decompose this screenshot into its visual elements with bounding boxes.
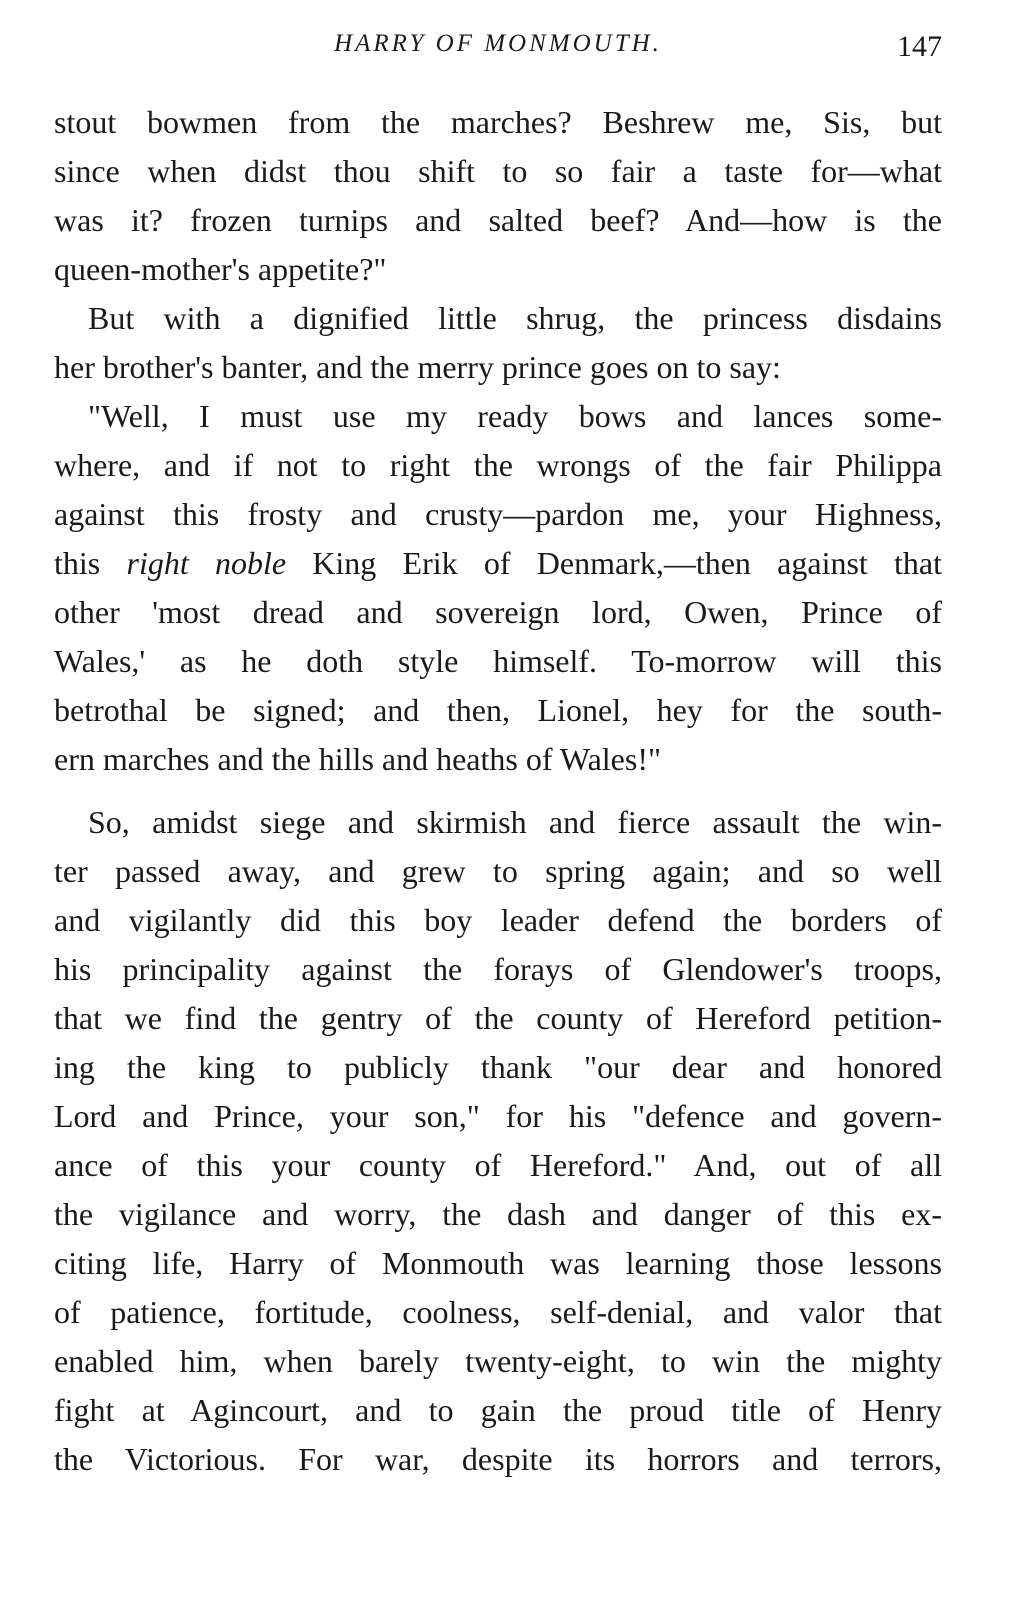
text-line: fight at Agincourt, and to gain the proud title of Henry xyxy=(54,1392,942,1428)
paragraph-first-line: "Well, I must use my ready bows and lances some- xyxy=(88,398,942,434)
text-line: the vigilance and worry, the dash and danger of this ex- xyxy=(54,1196,942,1232)
text-run: this xyxy=(54,545,127,581)
text-line: citing life, Harry of Monmouth was learning those lessons xyxy=(54,1245,942,1281)
text-line: stout bowmen from the marches? Beshrew me, Sis, but xyxy=(54,104,942,140)
text-line: that we find the gentry of the county of Hereford petition- xyxy=(54,1000,942,1036)
text-line: of patience, fortitude, coolness, self-denial, and valor that xyxy=(54,1294,942,1330)
text-line: where, and if not to right the wrongs of the fair Philippa xyxy=(54,447,942,483)
text-line xyxy=(54,539,942,588)
text-line: the Victorious. For war, despite its horrors and terrors, xyxy=(54,1441,942,1477)
running-title: HARRY OF MONMOUTH. xyxy=(334,30,662,57)
text-line: betrothal be signed; and then, Lionel, hey for the south- xyxy=(54,692,942,728)
text-line: his principality against the forays of Glendower's troops, xyxy=(54,951,942,987)
text-line: enabled him, when barely twenty-eight, to win the mighty xyxy=(54,1343,942,1379)
paragraph-first-line: So, amidst siege and skirmish and fierce assault the win- xyxy=(88,804,942,840)
italic-phrase: right noble xyxy=(126,545,287,581)
text-run: King Erik of Denmark,—then against that xyxy=(286,545,943,581)
paragraph-gap xyxy=(54,784,942,798)
text-line: ter passed away, and grew to spring again; and so well xyxy=(54,853,942,889)
text-line: ance of this your county of Hereford." And, out of all xyxy=(54,1147,942,1183)
text-line: and vigilantly did this boy leader defend the borders of xyxy=(54,902,942,938)
text-line: since when didst thou shift to so fair a taste for—what xyxy=(54,153,942,189)
page-number: 147 xyxy=(897,30,942,63)
text-line: her brother's banter, and the merry prince goes on to say: xyxy=(54,349,781,385)
text-line: ern marches and the hills and heaths of Wales!" xyxy=(54,741,662,777)
running-head xyxy=(54,30,942,70)
text-line: other 'most dread and sovereign lord, Owen, Prince of xyxy=(54,594,942,630)
text-line: was it? frozen turnips and salted beef? And—how is the xyxy=(54,202,942,238)
text-line: queen-mother's appetite?" xyxy=(54,251,387,287)
text-line: Wales,' as he doth style himself. To-morrow will this xyxy=(54,643,942,679)
body-text xyxy=(54,98,942,1484)
text-line: against this frosty and crusty—pardon me, your Highness, xyxy=(54,496,942,532)
text-line: Lord and Prince, your son," for his "defence and govern- xyxy=(54,1098,942,1134)
text-line: ing the king to publicly thank "our dear and honored xyxy=(54,1049,942,1085)
paragraph-first-line: But with a dignified little shrug, the princess disdains xyxy=(88,300,942,336)
